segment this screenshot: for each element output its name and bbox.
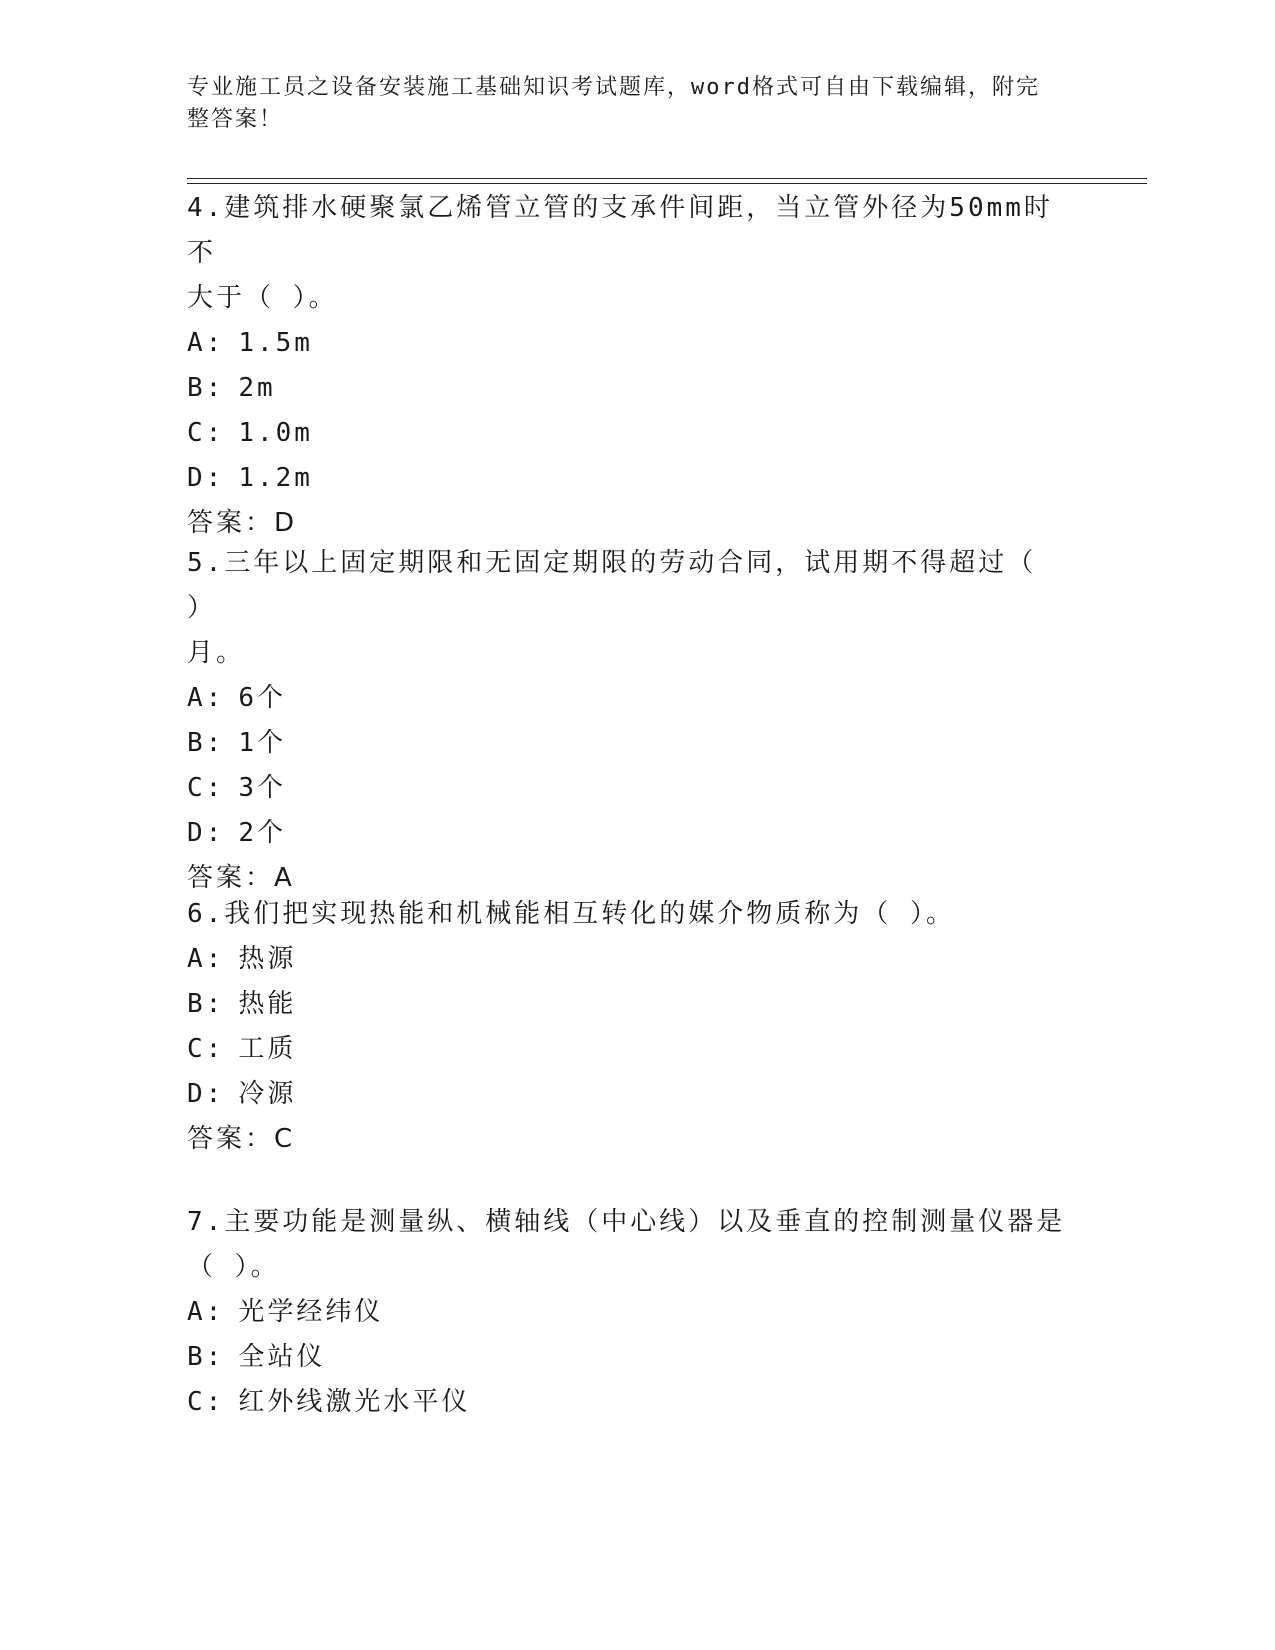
question-stem-line-1: 7.主要功能是测量纵、横轴线（中心线）以及垂直的控制测量仪器是 [187, 1207, 1066, 1237]
option-text: 1.5m [238, 328, 313, 358]
option-text: 1个 [238, 728, 286, 758]
option-d [187, 456, 1067, 501]
question-7 [187, 1200, 1067, 1425]
option-letter: B: [187, 1342, 225, 1372]
option-text: 3个 [238, 773, 286, 803]
option-text: 冷源 [238, 1079, 297, 1109]
option-text: 全站仪 [238, 1342, 326, 1372]
question-4 [187, 186, 1067, 546]
option-b [187, 1335, 1067, 1380]
option-text: 6个 [238, 683, 286, 713]
option-letter: D: [187, 1079, 225, 1109]
option-c [187, 766, 1067, 811]
option-letter: C: [187, 1034, 225, 1064]
option-letter: D: [187, 818, 225, 848]
option-text: 热源 [238, 944, 297, 974]
option-a [187, 1290, 1067, 1335]
header-line-1: 专业施工员之设备安装施工基础知识考试题库，word格式可自由下载编辑，附完 [187, 75, 1040, 100]
option-letter: B: [187, 728, 225, 758]
option-c [187, 411, 1067, 456]
option-text: 红外线激光水平仪 [238, 1387, 471, 1417]
option-letter: C: [187, 418, 225, 448]
option-letter: A: [187, 328, 225, 358]
option-letter: C: [187, 1387, 225, 1417]
option-text: 2个 [238, 818, 286, 848]
question-stem-line-1: 6.我们把实现热能和机械能相互转化的媒介物质称为（ ）。 [187, 899, 955, 929]
question-6 [187, 892, 1067, 1162]
option-letter: A: [187, 1297, 225, 1327]
option-d [187, 811, 1067, 856]
question-stem-line-1: 5.三年以上固定期限和无固定期限的劳动合同，试用期不得超过（ ） [187, 548, 1037, 623]
question-stem-line-2: 月。 [187, 638, 246, 668]
option-text: 1.2m [238, 463, 313, 493]
document-header [187, 72, 1067, 136]
header-divider-top [187, 178, 1147, 179]
answer-text: 答案：D [187, 508, 298, 538]
option-c [187, 1027, 1067, 1072]
option-text: 热能 [238, 989, 297, 1019]
header-divider-bottom [187, 183, 1147, 184]
option-c [187, 1380, 1067, 1425]
option-letter: A: [187, 944, 225, 974]
question-stem-line-2: （ ）。 [187, 1252, 280, 1282]
option-letter: B: [187, 373, 225, 403]
answer-text: 答案：A [187, 863, 295, 893]
option-letter: A: [187, 683, 225, 713]
option-b [187, 721, 1067, 766]
option-text: 2m [238, 373, 276, 403]
option-a [187, 321, 1067, 366]
option-a [187, 676, 1067, 721]
question-5 [187, 541, 1067, 901]
option-b [187, 366, 1067, 411]
option-letter: C: [187, 773, 225, 803]
option-letter: B: [187, 989, 225, 1019]
question-stem-line-2: 大于（ ）。 [187, 283, 338, 313]
answer-text: 答案：C [187, 1124, 296, 1154]
option-letter: D: [187, 463, 225, 493]
option-b [187, 982, 1067, 1027]
option-a [187, 937, 1067, 982]
option-text: 光学经纬仪 [238, 1297, 384, 1327]
question-stem-line-1: 4.建筑排水硬聚氯乙烯管立管的支承件间距，当立管外径为50mm时不 [187, 193, 1053, 268]
option-text: 工质 [238, 1034, 297, 1064]
option-text: 1.0m [238, 418, 313, 448]
option-d [187, 1072, 1067, 1117]
header-line-2: 整答案！ [187, 107, 284, 132]
